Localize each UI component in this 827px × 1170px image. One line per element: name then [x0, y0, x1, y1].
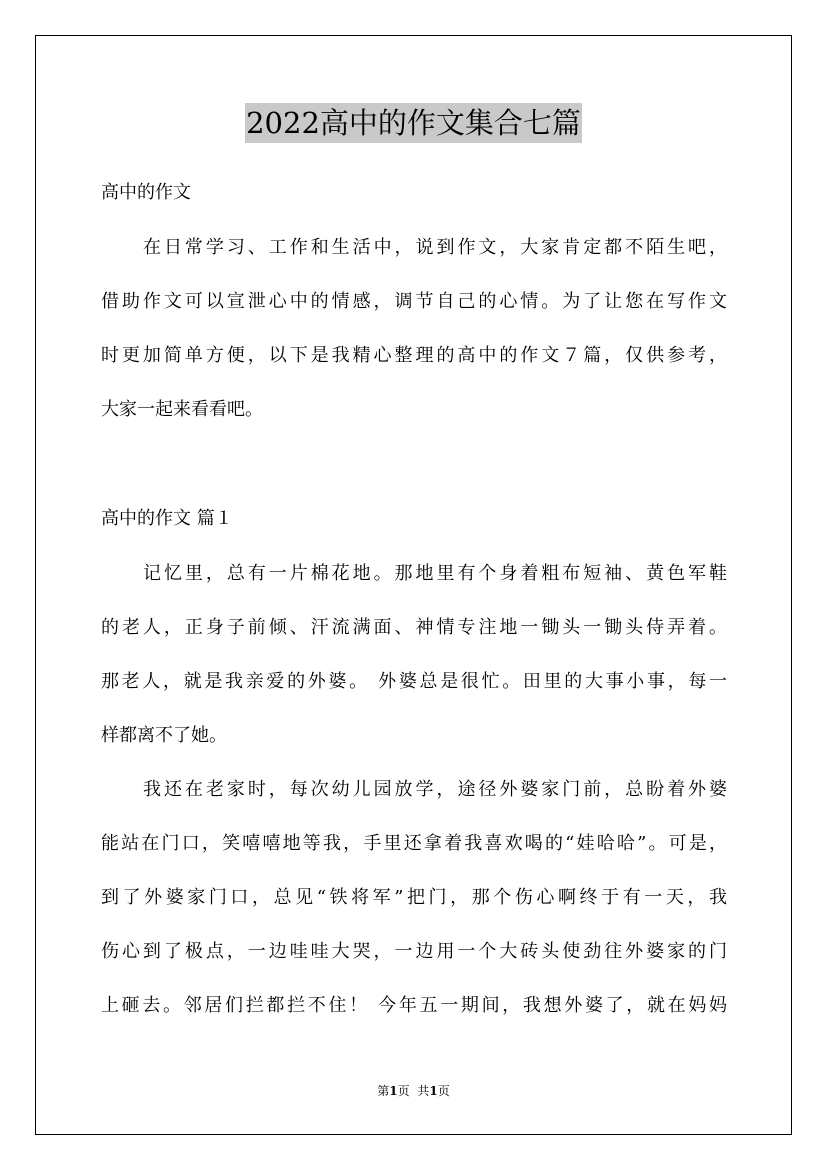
paragraph-line: 样都离不了她。	[101, 725, 227, 746]
total-label-suffix: 页	[437, 1084, 450, 1098]
paragraph-line: 伤心到了极点，一边哇哇大哭，一边用一个大砖头使劲往外婆家的门	[101, 941, 727, 962]
paragraph-line: 大家一起来看看吧。	[101, 399, 263, 420]
paragraph-line: 能站在门口，笑嘻嘻地等我，手里还拿着我喜欢喝的“娃哈哈”。可是，	[101, 833, 727, 854]
page-number: 1	[389, 1084, 398, 1098]
page-label-prefix: 第	[377, 1084, 390, 1098]
intro-heading: 高中的作文	[101, 182, 191, 203]
paragraph-line: 那老人，就是我亲爱的外婆。 外婆总是很忙。田里的大事小事，每一	[101, 671, 727, 692]
paragraph-line: 在日常学习、工作和生活中，说到作文，大家肯定都不陌生吧，	[143, 237, 727, 258]
paragraph-line: 我还在老家时，每次幼儿园放学，途径外婆家门前，总盼着外婆	[143, 779, 727, 800]
page-footer	[0, 1083, 827, 1099]
paragraph-line: 记忆里，总有一片棉花地。那地里有个身着粗布短袖、黄色军鞋	[143, 563, 727, 584]
paragraph-line: 借助作文可以宣泄心中的情感，调节自己的心情。为了让您在写作文	[101, 291, 727, 312]
total-label-prefix: 共	[417, 1084, 430, 1098]
title-container	[0, 103, 827, 143]
section-heading: 高中的作文 篇１	[101, 508, 233, 529]
paragraph-line: 到了外婆家门口，总见“铁将军”把门，那个伤心啊终于有一天，我	[101, 887, 727, 908]
page-label-suffix: 页	[397, 1084, 410, 1098]
paragraph-line: 上砸去。邻居们拦都拦不住！ 今年五一期间，我想外婆了，就在妈妈	[101, 995, 727, 1016]
total-pages: 1	[429, 1084, 438, 1098]
document-title: 2022高中的作文集合七篇	[245, 103, 582, 143]
paragraph-line: 的老人，正身子前倾、汗流满面、神情专注地一锄头一锄头侍弄着。	[101, 617, 727, 638]
paragraph-line: 时更加简单方便，以下是我精心整理的高中的作文７篇，仅供参考，	[101, 345, 727, 366]
